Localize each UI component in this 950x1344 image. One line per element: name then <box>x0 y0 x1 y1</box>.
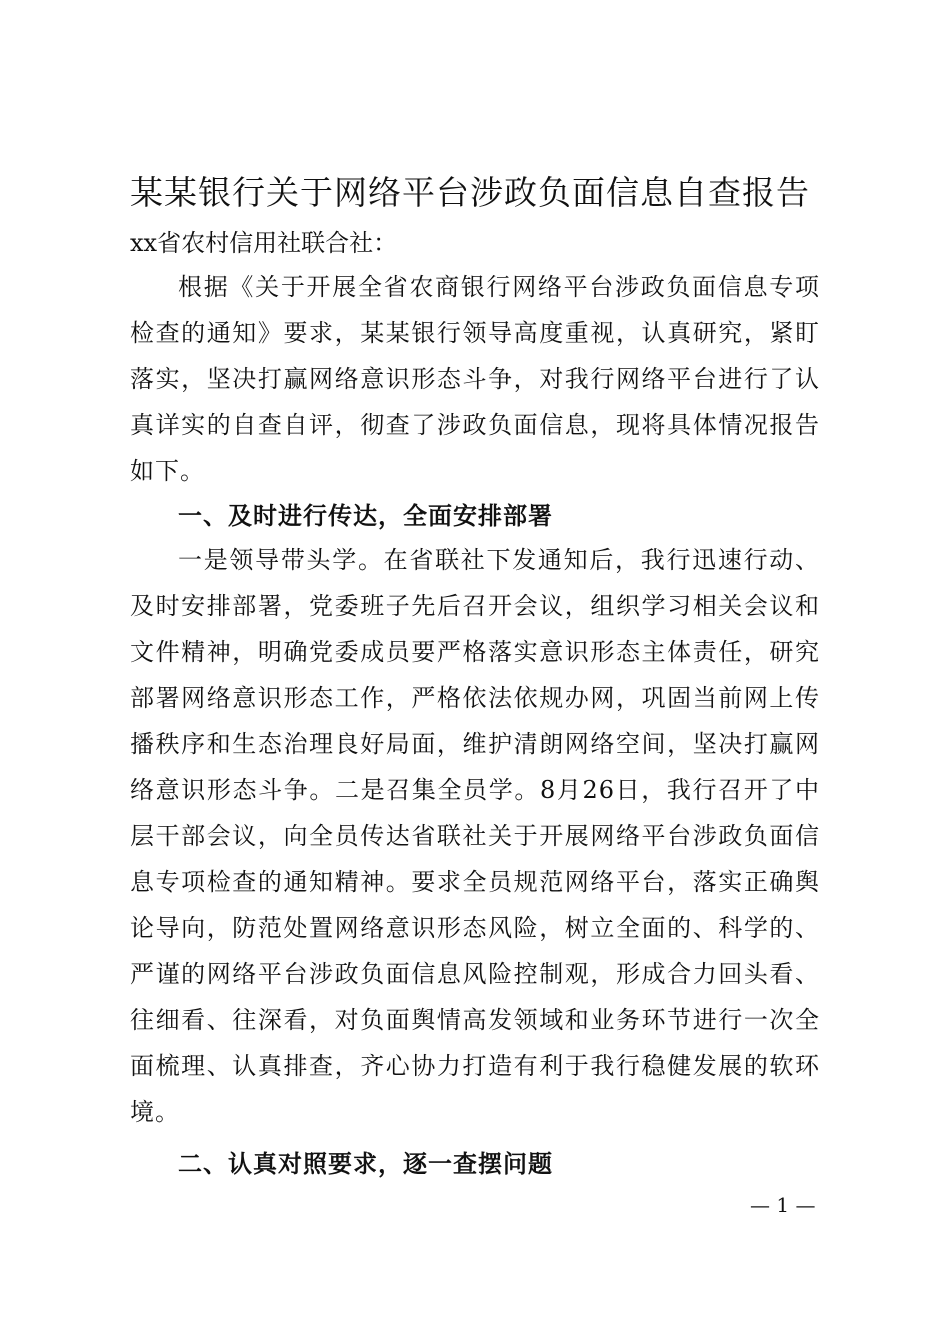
section-heading-1: 一、及时进行传达，全面安排部署 <box>178 502 553 530</box>
intro-paragraph: 根据《关于开展全省农商银行网络平台涉政负面信息专项检查的通知》要求，某某银行领导高度重视，认真研究，紧盯落实，坚决打赢网络意识形态斗争，对我行网络平台进行了认真详实的自查自评，彻查了涉政负面信息，现将具体情况报告如下。 <box>130 273 820 485</box>
section-1-paragraph: 一是领导带头学。在省联社下发通知后，我行迅速行动、及时安排部署，党委班子先后召开会议，组织学习相关会议和文件精神，明确党委成员要严格落实意识形态主体责任，研究部署网络意识形态工作，严格依法依规办网，巩固当前网上传播秩序和生态治理良好局面，维护清朗网络空间，坚决打赢网络意识形态斗争。二是召集全员学。8月26日，我行召开了中层干部会议，向全员传达省联社关于开展网络平台涉政负面信息专项检查的通知精神。要求全员规范网络平台，落实正确舆论导向，防范处置网络意识形态风险，树立全面的、科学的、严谨的网络平台涉政负面信息风险控制观，形成合力回头看、往细看、往深看，对负面舆情高发领域和业务环节进行一次全面梳理、认真排查，齐心协力打造有利于我行稳健发展的软环境。 <box>130 546 820 1126</box>
addressee: xx省农村信用社联合社： <box>130 229 398 257</box>
section-heading-2: 二、认真对照要求，逐一查摆问题 <box>178 1150 553 1178</box>
page-number: — 1 — <box>750 1193 816 1217</box>
document-title: 某某银行关于网络平台涉政负面信息自查报告 <box>130 173 810 212</box>
